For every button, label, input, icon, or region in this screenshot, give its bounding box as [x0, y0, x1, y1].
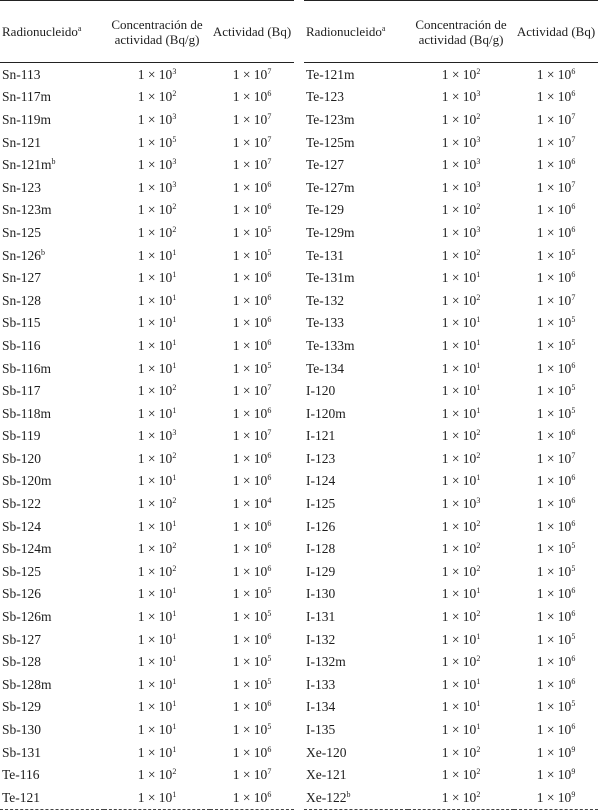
table-row — [304, 515, 598, 538]
concentration-cell: $1 \times 10^3$ — [137, 157, 177, 173]
radionuclide-cell: Sb-131 — [2, 744, 42, 760]
table-row — [304, 63, 598, 86]
activity-cell: $1 \times 10^6$ — [536, 89, 576, 105]
activity-cell: $1 \times 10^5$ — [536, 699, 576, 715]
activity-cell: $1 \times 10^7$ — [232, 111, 272, 127]
table-row — [0, 515, 294, 538]
table-row — [304, 537, 598, 560]
radionuclide-cell: I-120m — [306, 405, 346, 421]
radionuclide-cell: Sb-120m — [2, 473, 52, 489]
table-row — [0, 560, 294, 583]
activity-cell: $1 \times 10^6$ — [232, 541, 272, 557]
table-row — [304, 492, 598, 515]
table-row — [0, 673, 294, 696]
table-row — [0, 357, 294, 380]
activity-cell: $1 \times 10^9$ — [536, 767, 576, 783]
radionuclide-cell: Te-123 — [306, 89, 345, 105]
radionuclide-cell: Xe-121 — [306, 767, 347, 783]
radionuclide-cell: Sb-122 — [2, 496, 42, 512]
table-row — [304, 176, 598, 199]
concentration-cell: $1 \times 10^2$ — [441, 450, 481, 466]
concentration-cell: $1 \times 10^3$ — [441, 157, 481, 173]
activity-cell: $1 \times 10^6$ — [232, 473, 272, 489]
table-row — [0, 425, 294, 448]
table-row — [0, 379, 294, 402]
concentration-cell: $1 \times 10^2$ — [441, 563, 481, 579]
concentration-cell: $1 \times 10^1$ — [137, 654, 177, 670]
activity-cell: $1 \times 10^5$ — [536, 315, 576, 331]
radionuclide-cell: I-135 — [306, 722, 336, 738]
activity-cell: $1 \times 10^6$ — [232, 179, 272, 195]
concentration-cell: $1 \times 10^1$ — [441, 676, 481, 692]
concentration-cell: $1 \times 10^3$ — [137, 66, 177, 82]
table-row — [304, 402, 598, 425]
activity-cell: $1 \times 10^6$ — [536, 473, 576, 489]
radionuclide-cell: Sn-113 — [2, 66, 41, 82]
concentration-cell: $1 \times 10^1$ — [441, 405, 481, 421]
radionuclide-cell: Sn-117m — [2, 89, 52, 105]
table-row — [304, 650, 598, 673]
activity-cell: $1 \times 10^6$ — [536, 202, 576, 218]
activity-cell: $1 \times 10^6$ — [536, 428, 576, 444]
activity-cell: $1 \times 10^5$ — [536, 383, 576, 399]
activity-cell: $1 \times 10^6$ — [536, 676, 576, 692]
concentration-cell: $1 \times 10^2$ — [441, 111, 481, 127]
activity-cell: $1 \times 10^6$ — [232, 563, 272, 579]
radionuclide-cell: Sn-123 — [2, 179, 42, 195]
concentration-cell: $1 \times 10^2$ — [441, 428, 481, 444]
concentration-cell: $1 \times 10^3$ — [441, 134, 481, 150]
table-row — [0, 312, 294, 335]
concentration-cell: $1 \times 10^2$ — [137, 767, 177, 783]
header-activity: Actividad (Bq) — [514, 1, 598, 63]
table-row — [304, 696, 598, 719]
radionuclide-cell: Sb-126 — [2, 586, 42, 602]
radionuclide-cell: Te-127 — [306, 157, 345, 173]
activity-cell: $1 \times 10^5$ — [232, 586, 272, 602]
concentration-cell: $1 \times 10^2$ — [441, 518, 481, 534]
concentration-cell: $1 \times 10^1$ — [441, 383, 481, 399]
concentration-cell: $1 \times 10^1$ — [441, 270, 481, 286]
concentration-cell: $1 \times 10^3$ — [137, 179, 177, 195]
activity-cell: $1 \times 10^6$ — [536, 722, 576, 738]
table-row — [0, 763, 294, 786]
table-row — [0, 650, 294, 673]
activity-cell: $1 \times 10^6$ — [536, 518, 576, 534]
activity-cell: $1 \times 10^6$ — [536, 586, 576, 602]
concentration-cell: $1 \times 10^1$ — [137, 586, 177, 602]
table-row — [304, 86, 598, 109]
table-row — [304, 357, 598, 380]
activity-cell: $1 \times 10^6$ — [232, 315, 272, 331]
radionuclide-cell: Te-121 — [0, 786, 104, 809]
activity-cell: $1 \times 10^9$ — [536, 744, 576, 760]
radionuclide-cell: Sb-128m — [2, 676, 52, 692]
activity-cell: $1 \times 10^5$ — [536, 541, 576, 557]
table-row — [304, 425, 598, 448]
activity-cell: $1 \times 10^6$ — [232, 337, 272, 353]
concentration-cell: $1 \times 10^2$ — [137, 383, 177, 399]
activity-cell: $1 \times 10^5$ — [536, 247, 576, 263]
activity-cell: $1 \times 10^5$ — [536, 405, 576, 421]
concentration-cell: $1 \times 10^2$ — [441, 609, 481, 625]
table-row — [304, 605, 598, 628]
radionuclide-cell: Sn-125 — [2, 224, 42, 240]
table-row — [0, 266, 294, 289]
activity-cell: $1 \times 10^7$ — [232, 767, 272, 783]
radionuclide-cell: Te-133 — [306, 315, 345, 331]
table-row — [304, 763, 598, 786]
concentration-cell: $1 \times 10^1$ — [137, 631, 177, 647]
table-row — [0, 470, 294, 493]
activity-cell: $1 \times 10^5$ — [232, 360, 272, 376]
table-row — [304, 153, 598, 176]
concentration-cell: $1 \times 10^1$ — [137, 405, 177, 421]
concentration-cell: $1 \times 10^2$ — [441, 654, 481, 670]
table-row — [0, 63, 294, 86]
activity-cell: $1 \times 10^6$ — [232, 89, 272, 105]
concentration-cell: $1 \times 10^3$ — [441, 179, 481, 195]
table-row — [0, 86, 294, 109]
radionuclide-cell: I-121 — [306, 428, 336, 444]
radionuclide-cell: I-129 — [306, 563, 336, 579]
table-row — [0, 221, 294, 244]
radionuclide-cell: Sb-125 — [2, 563, 42, 579]
table-row — [304, 221, 598, 244]
concentration-cell: $1 \times 10^2$ — [408, 786, 514, 809]
activity-cell: $1 \times 10^6$ — [536, 496, 576, 512]
radionuclide-table-left — [0, 0, 294, 810]
concentration-cell: $1 \times 10^3$ — [441, 496, 481, 512]
radionuclide-cell: Sn-121 — [2, 134, 42, 150]
table-row — [304, 199, 598, 222]
radionuclide-cell: Te-129 — [306, 202, 345, 218]
radionuclide-cell: Te-121m — [306, 66, 355, 82]
radionuclide-table-right — [304, 0, 598, 810]
table-row — [0, 537, 294, 560]
concentration-cell: $1 \times 10^3$ — [441, 224, 481, 240]
table-row — [304, 786, 598, 809]
concentration-cell: $1 \times 10^3$ — [441, 89, 481, 105]
radionuclide-cell: I-128 — [306, 541, 336, 557]
radionuclide-cell: Te-132 — [306, 292, 345, 308]
radionuclide-cell: Te-127m — [306, 179, 355, 195]
concentration-cell: $1 \times 10^1$ — [441, 586, 481, 602]
radionuclide-cell: Te-125m — [306, 134, 355, 150]
table-body-right — [304, 63, 598, 810]
activity-cell: $1 \times 10^6$ — [210, 786, 294, 809]
table-header-row — [0, 1, 294, 63]
table-row — [304, 583, 598, 606]
table-row — [0, 334, 294, 357]
concentration-cell: $1 \times 10^1$ — [137, 518, 177, 534]
activity-cell: $1 \times 10^6$ — [232, 202, 272, 218]
activity-cell: $1 \times 10^7$ — [232, 66, 272, 82]
table-body-left — [0, 63, 294, 810]
radionuclide-cell: Te-134 — [306, 360, 345, 376]
radionuclide-cell: Sb-124 — [2, 518, 42, 534]
concentration-cell: $1 \times 10^2$ — [441, 744, 481, 760]
concentration-cell: $1 \times 10^1$ — [137, 247, 177, 263]
table-row — [0, 718, 294, 741]
table-row — [304, 312, 598, 335]
table-row — [0, 289, 294, 312]
activity-cell: $1 \times 10^7$ — [536, 450, 576, 466]
radionuclide-cell: I-123 — [306, 450, 336, 466]
concentration-cell: $1 \times 10^1$ — [137, 292, 177, 308]
activity-cell: $1 \times 10^7$ — [232, 134, 272, 150]
table-row — [304, 379, 598, 402]
right-table-panel — [304, 0, 598, 810]
activity-cell: $1 \times 10^9$ — [514, 786, 598, 809]
radionuclide-cell: Sn-127 — [2, 270, 42, 286]
table-row — [304, 289, 598, 312]
concentration-cell: $1 \times 10^2$ — [137, 202, 177, 218]
radionuclide-cell: Sb-116 — [2, 337, 41, 353]
table-row — [304, 741, 598, 764]
radionuclide-cell: I-131 — [306, 609, 336, 625]
activity-cell: $1 \times 10^6$ — [536, 609, 576, 625]
table-row — [304, 334, 598, 357]
concentration-cell: $1 \times 10^2$ — [137, 541, 177, 557]
table-row — [0, 605, 294, 628]
table-row — [304, 718, 598, 741]
radionuclide-cell: Sb-129 — [2, 699, 42, 715]
table-row — [0, 628, 294, 651]
radionuclide-cell: I-120 — [306, 383, 336, 399]
table-row — [0, 583, 294, 606]
activity-cell: $1 \times 10^7$ — [536, 111, 576, 127]
concentration-cell: $1 \times 10^2$ — [137, 496, 177, 512]
concentration-cell: $1 \times 10^1$ — [441, 473, 481, 489]
radionuclide-cell: I-133 — [306, 676, 336, 692]
concentration-cell: $1 \times 10^2$ — [137, 89, 177, 105]
table-row — [0, 153, 294, 176]
radionuclide-cell: Te-133m — [306, 337, 355, 353]
activity-cell: $1 \times 10^6$ — [536, 224, 576, 240]
radionuclide-cell: Xe-122$^b$ — [304, 786, 408, 809]
concentration-cell: $1 \times 10^2$ — [441, 541, 481, 557]
table-row — [0, 199, 294, 222]
concentration-cell: $1 \times 10^1$ — [441, 360, 481, 376]
table-row — [304, 108, 598, 131]
table-row — [0, 786, 294, 809]
header-radionuclide: Radionucleido$^a$ — [304, 1, 408, 63]
radionuclide-cell: Te-129m — [306, 224, 355, 240]
radionuclide-cell: Sb-115 — [2, 315, 41, 331]
radionuclide-cell: Sb-117 — [2, 383, 41, 399]
activity-cell: $1 \times 10^6$ — [536, 66, 576, 82]
activity-cell: $1 \times 10^6$ — [536, 157, 576, 173]
radionuclide-cell: Te-116 — [2, 767, 40, 783]
radionuclide-cell: Sn-119m — [2, 111, 52, 127]
table-row — [304, 470, 598, 493]
concentration-cell: $1 \times 10^2$ — [441, 202, 481, 218]
table-row — [0, 402, 294, 425]
activity-cell: $1 \times 10^7$ — [232, 428, 272, 444]
radionuclide-cell: I-124 — [306, 473, 336, 489]
concentration-cell: $1 \times 10^5$ — [137, 134, 177, 150]
table-row — [304, 244, 598, 267]
activity-cell: $1 \times 10^6$ — [232, 631, 272, 647]
concentration-cell: $1 \times 10^2$ — [441, 292, 481, 308]
concentration-cell: $1 \times 10^1$ — [137, 315, 177, 331]
concentration-cell: $1 \times 10^1$ — [137, 744, 177, 760]
concentration-cell: $1 \times 10^2$ — [441, 66, 481, 82]
radionuclide-cell: Sb-126m — [2, 609, 52, 625]
radionuclide-cell: I-132 — [306, 631, 336, 647]
radionuclide-cell: Sn-128 — [2, 292, 42, 308]
activity-cell: $1 \times 10^7$ — [536, 179, 576, 195]
table-row — [304, 560, 598, 583]
radionuclide-cell: I-126 — [306, 518, 336, 534]
radionuclide-cell: Sn-126$^b$ — [2, 247, 46, 263]
radionuclide-cell: Te-131m — [306, 270, 355, 286]
activity-cell: $1 \times 10^5$ — [232, 722, 272, 738]
activity-cell: $1 \times 10^7$ — [232, 383, 272, 399]
concentration-cell: $1 \times 10^1$ — [104, 786, 210, 809]
activity-cell: $1 \times 10^6$ — [232, 518, 272, 534]
radionuclide-cell: Sb-116m — [2, 360, 52, 376]
activity-cell: $1 \times 10^6$ — [536, 360, 576, 376]
concentration-cell: $1 \times 10^2$ — [137, 224, 177, 240]
radionuclide-cell: Sb-120 — [2, 450, 42, 466]
activity-cell: $1 \times 10^5$ — [232, 676, 272, 692]
radionuclide-cell: Sb-130 — [2, 722, 42, 738]
activity-cell: $1 \times 10^5$ — [536, 563, 576, 579]
concentration-cell: $1 \times 10^3$ — [137, 111, 177, 127]
table-row — [0, 741, 294, 764]
radionuclide-cell: Sb-118m — [2, 405, 52, 421]
concentration-cell: $1 \times 10^1$ — [441, 722, 481, 738]
concentration-cell: $1 \times 10^2$ — [137, 450, 177, 466]
concentration-cell: $1 \times 10^1$ — [441, 699, 481, 715]
activity-cell: $1 \times 10^6$ — [232, 270, 272, 286]
header-concentration: Concentración de actividad (Bq/g) — [408, 1, 514, 63]
table-row — [304, 266, 598, 289]
activity-cell: $1 \times 10^6$ — [232, 292, 272, 308]
activity-cell: $1 \times 10^6$ — [536, 654, 576, 670]
concentration-cell: $1 \times 10^2$ — [137, 563, 177, 579]
activity-cell: $1 \times 10^6$ — [232, 699, 272, 715]
table-row — [0, 176, 294, 199]
activity-cell: $1 \times 10^5$ — [232, 224, 272, 240]
concentration-cell: $1 \times 10^1$ — [137, 699, 177, 715]
radionuclide-cell: I-125 — [306, 496, 336, 512]
radionuclide-cell: Sb-127 — [2, 631, 42, 647]
activity-cell: $1 \times 10^7$ — [536, 292, 576, 308]
radionuclide-cell: I-134 — [306, 699, 336, 715]
concentration-cell: $1 \times 10^1$ — [137, 360, 177, 376]
concentration-cell: $1 \times 10^1$ — [441, 337, 481, 353]
activity-cell: $1 \times 10^7$ — [536, 134, 576, 150]
activity-cell: $1 \times 10^5$ — [232, 247, 272, 263]
radionuclide-cell: Te-123m — [306, 111, 355, 127]
table-header-row — [304, 1, 598, 63]
radionuclide-cell: Xe-120 — [306, 744, 347, 760]
radionuclide-cell: Te-131 — [306, 247, 345, 263]
radionuclide-cell: Sb-124m — [2, 541, 52, 557]
activity-cell: $1 \times 10^5$ — [232, 654, 272, 670]
concentration-cell: $1 \times 10^3$ — [137, 428, 177, 444]
activity-cell: $1 \times 10^6$ — [232, 405, 272, 421]
table-row — [0, 108, 294, 131]
concentration-cell: $1 \times 10^1$ — [137, 722, 177, 738]
concentration-cell: $1 \times 10^1$ — [137, 676, 177, 692]
table-row — [304, 131, 598, 154]
activity-cell: $1 \times 10^6$ — [232, 744, 272, 760]
radionuclide-cell: I-130 — [306, 586, 336, 602]
activity-cell: $1 \times 10^5$ — [536, 337, 576, 353]
radionuclide-cell: I-132m — [306, 654, 346, 670]
table-row — [0, 244, 294, 267]
radionuclide-cell: $Sn-121m^b$ — [2, 157, 56, 173]
left-table-panel — [0, 0, 294, 810]
concentration-cell: $1 \times 10^1$ — [441, 315, 481, 331]
table-row — [304, 447, 598, 470]
concentration-cell: $1 \times 10^1$ — [137, 270, 177, 286]
table-row — [0, 492, 294, 515]
activity-cell: $1 \times 10^7$ — [232, 157, 272, 173]
concentration-cell: $1 \times 10^1$ — [137, 609, 177, 625]
table-row — [304, 673, 598, 696]
radionuclide-cell: Sb-119 — [2, 428, 41, 444]
header-activity: Actividad (Bq) — [210, 1, 294, 63]
header-concentration: Concentración de actividad (Bq/g) — [104, 1, 210, 63]
table-row — [0, 447, 294, 470]
radionuclide-cell: Sb-128 — [2, 654, 42, 670]
table-row — [0, 696, 294, 719]
concentration-cell: $1 \times 10^2$ — [441, 767, 481, 783]
table-row — [0, 131, 294, 154]
header-radionuclide: Radionucleido$^a$ — [0, 1, 104, 63]
concentration-cell: $1 \times 10^1$ — [441, 631, 481, 647]
activity-cell: $1 \times 10^6$ — [232, 450, 272, 466]
radionuclide-cell: Sn-123m — [2, 202, 52, 218]
activity-cell: $1 \times 10^6$ — [536, 270, 576, 286]
table-row — [304, 628, 598, 651]
activity-cell: $1 \times 10^4$ — [232, 496, 272, 512]
activity-cell: $1 \times 10^5$ — [232, 609, 272, 625]
concentration-cell: $1 \times 10^1$ — [137, 473, 177, 489]
concentration-cell: $1 \times 10^2$ — [441, 247, 481, 263]
concentration-cell: $1 \times 10^1$ — [137, 337, 177, 353]
activity-cell: $1 \times 10^5$ — [536, 631, 576, 647]
